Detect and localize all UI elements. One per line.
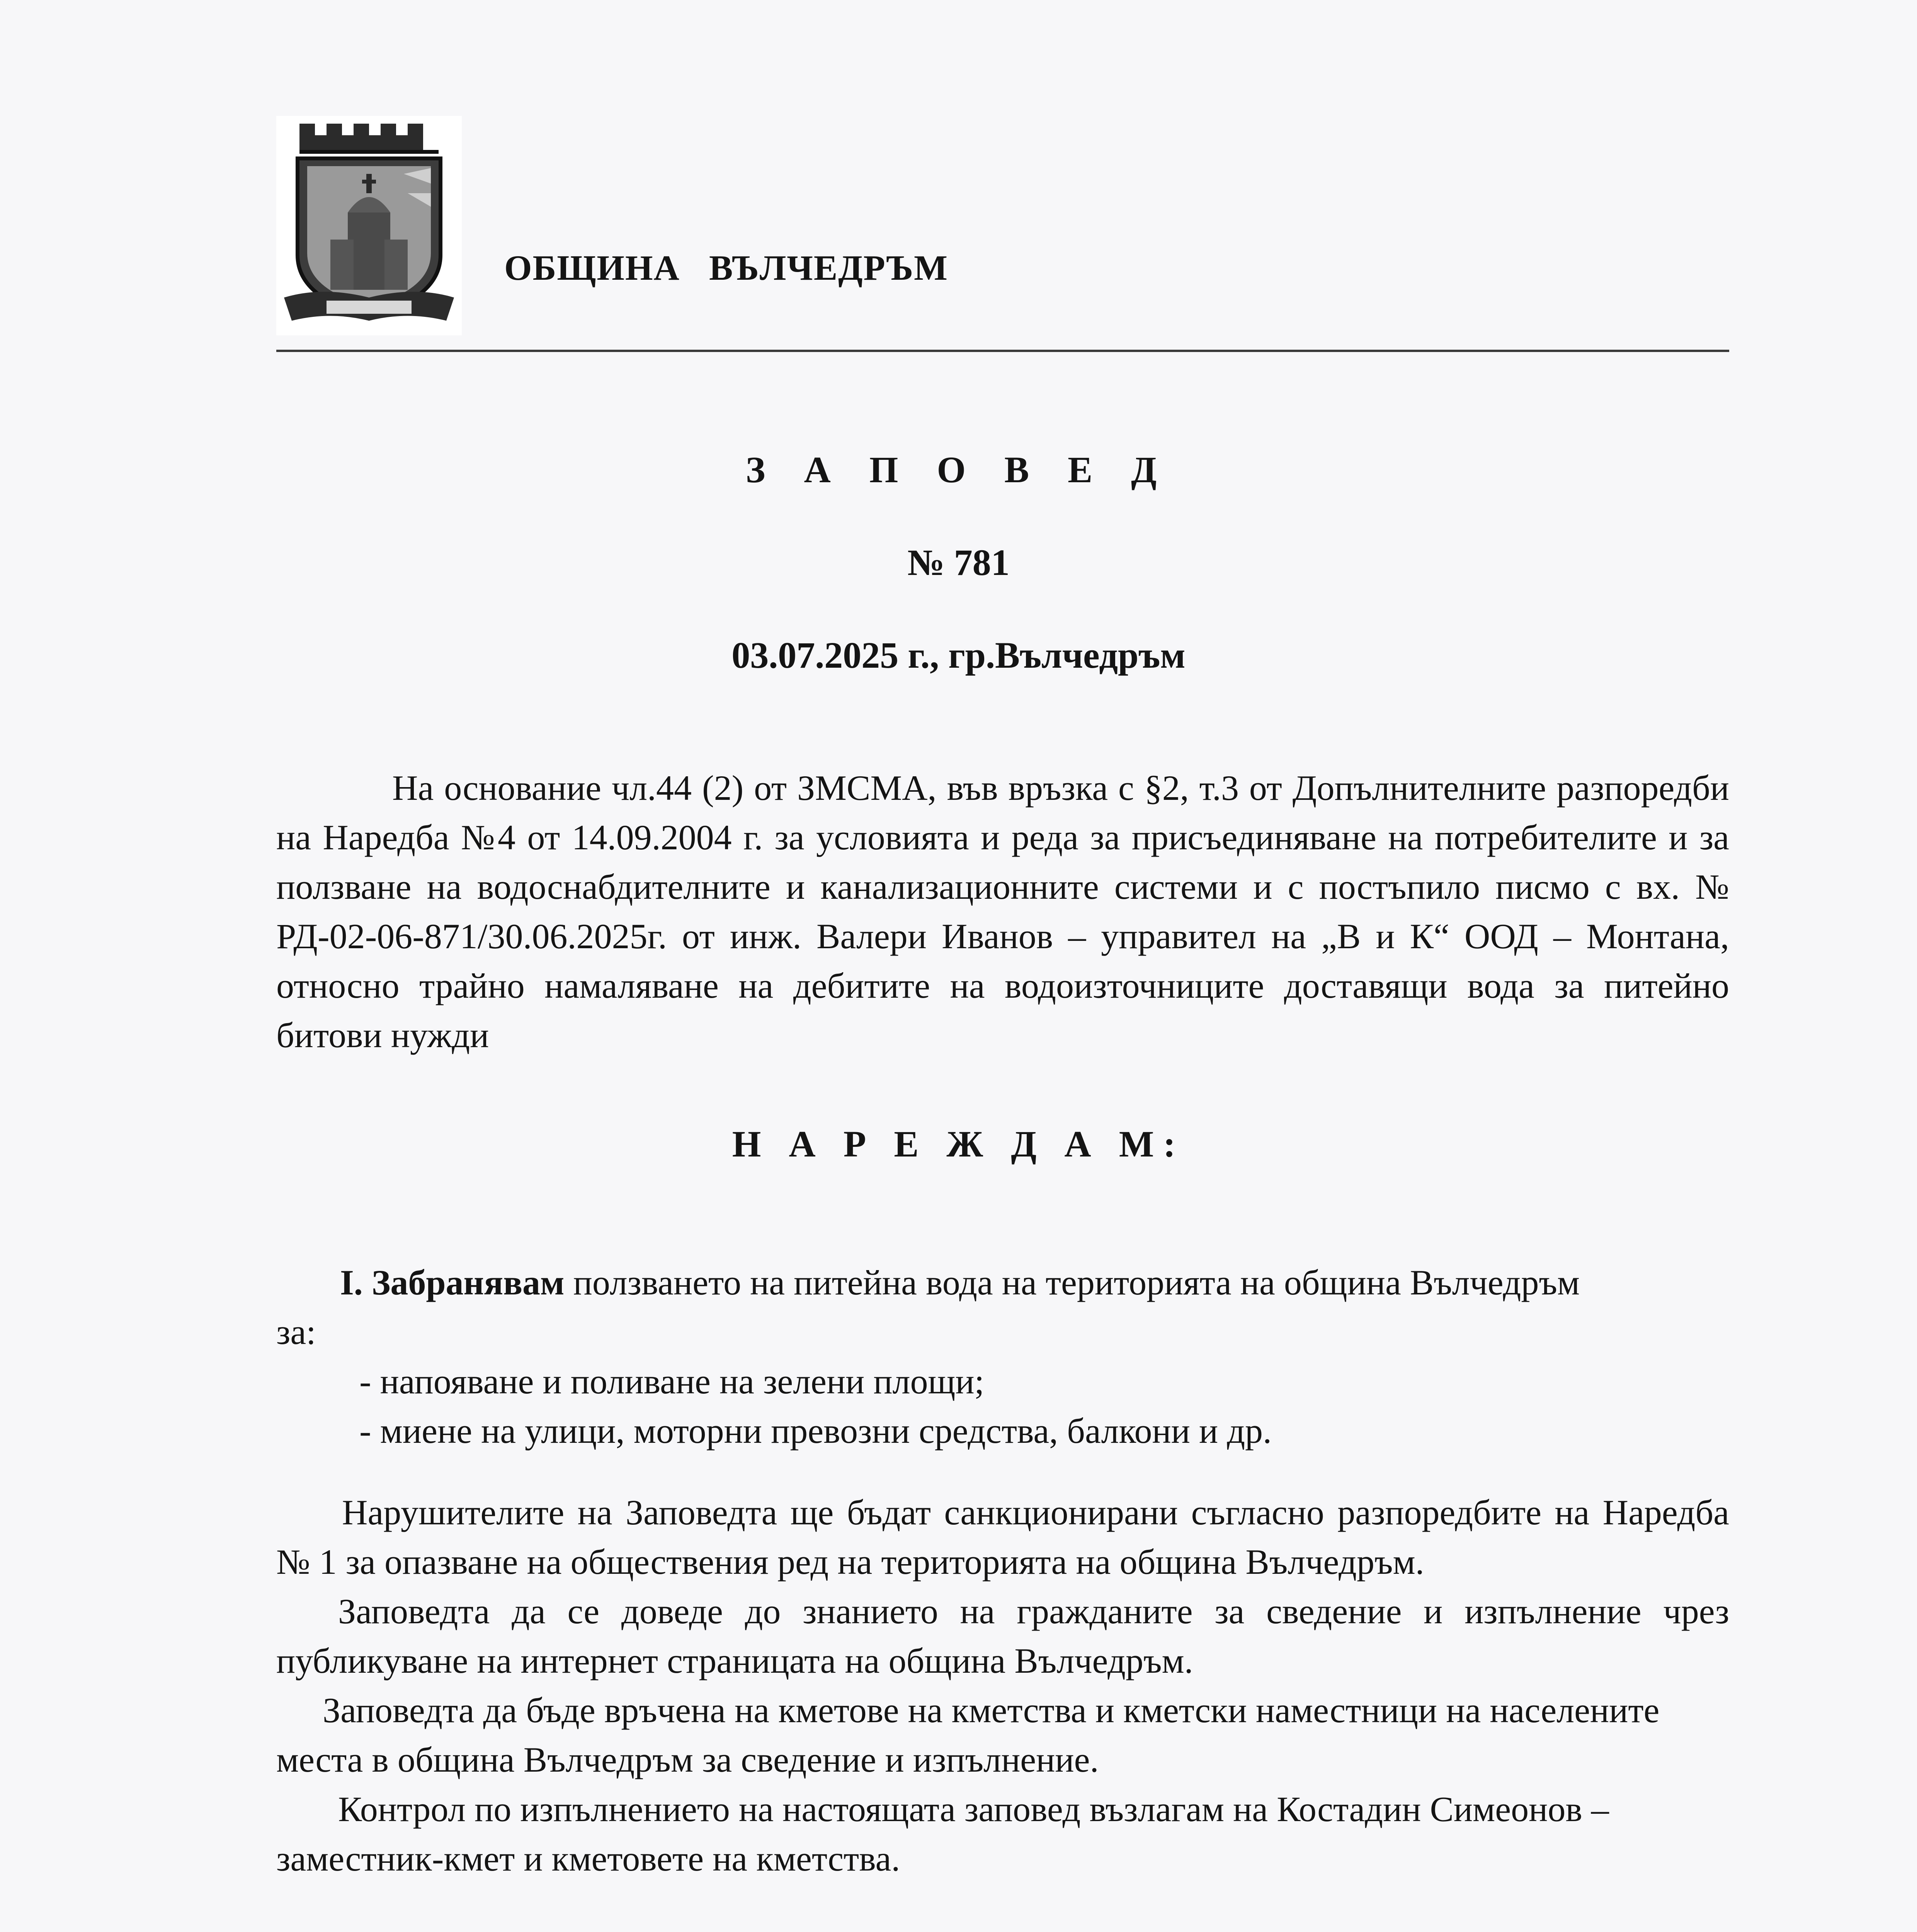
serve-paragraph: Заповедта да бъде връчена на кметове на кметства и кметски наместници на населените места в община Вълчедръм за сведение и изпълнение.	[276, 1690, 1660, 1779]
item-one	[340, 1258, 1580, 1307]
header-divider	[276, 350, 1729, 352]
notify-paragraph: Заповедта да се доведе до знанието на гражданите за сведение и изпълнение чрез публикуване на интернет страницата на община Вълчедръм.	[276, 1592, 1729, 1680]
order-date-place: 03.07.2025 г., гр.Вълчедръм	[731, 634, 1186, 676]
basis-paragraph: На основание чл.44 (2) от ЗМСМА, във връзка с §2, т.3 от Допълнителните разпоредби на Наредба №4 от 14.09.2004 г. за условията и реда за присъединяване на потребителите и за ползване на водоснабдителните и канализационните системи и с постъпило писмо с вх. № РД-02-06-871/30.06.2025г. от инж. Валери Иванов – управител на „В и К“ ООД – Монтана, относно трайно намаляване на дебитите на водоизточниците доставящи вода за питейно битови нужди	[276, 768, 1729, 1055]
list-item: - напояване и поливане на зелени площи;	[359, 1362, 985, 1401]
municipality-name: ОБЩИНА ВЪЛЧЕДРЪМ	[504, 248, 948, 287]
item-one-numeral: I.	[340, 1263, 363, 1302]
order-number: № 781	[907, 542, 1010, 583]
item-one-text: ползването на питейна вода на територията на община Вълчедръм	[564, 1263, 1580, 1302]
list-item: - миене на улици, моторни превозни средства, балкони и др.	[359, 1411, 1272, 1451]
coat-of-arms-icon	[276, 116, 462, 335]
order-title: З А П О В Е Д	[745, 449, 1172, 490]
item-one-bold-word: Забранявам	[371, 1263, 565, 1302]
command-heading: Н А Р Е Ж Д А М:	[732, 1123, 1185, 1165]
violators-paragraph: Нарушителите на Заповедта ще бъдат санкционирани съгласно разпоредбите на Наредба № 1 за опазване на обществения ред на територията на община Вълчедръм.	[276, 1493, 1729, 1582]
item-one-continuation: за:	[276, 1312, 316, 1352]
control-paragraph: Контрол по изпълнението на настоящата заповед възлагам на Костадин Симеонов – заместник-кмет и кметовете на кметства.	[276, 1789, 1609, 1878]
